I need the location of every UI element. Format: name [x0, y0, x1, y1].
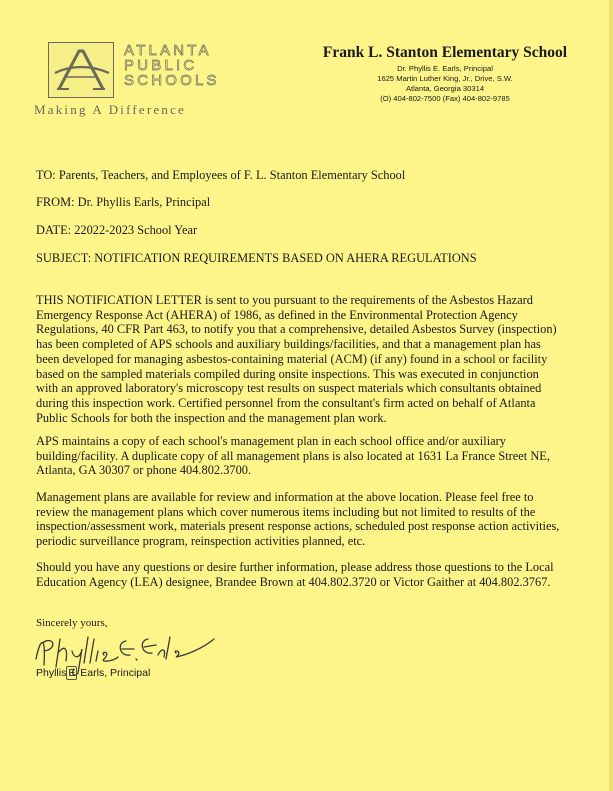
paragraph-line: has been completed of APS schools and auxiliary buildings/facilities, and that a management plan has [36, 337, 541, 352]
principal-line: Dr. Phyllis E. Earls, Principal [397, 64, 493, 73]
paragraph-line: during this inspection work. Certified personnel from the consultant's firm acted on behalf of Atlanta [36, 395, 536, 410]
signer-first-name: Phyllis [36, 667, 67, 679]
aps-logo-mark-icon [48, 42, 114, 98]
logo-word-public: PUBLIC [124, 57, 198, 74]
paragraph-line: periodic surveillance program, reinspection activities planned, etc. [36, 534, 366, 549]
body-paragraph-4 [36, 560, 576, 589]
memo-subject: SUBJECT: NOTIFICATION REQUIREMENTS BASED ON AHERA REGULATIONS [36, 251, 477, 265]
paragraph-line: review the management plans which cover numerous items including but not limited to results of the [36, 504, 536, 519]
body-paragraph-1 [36, 293, 576, 425]
address-line-1: 1625 Martin Luther King, Jr., Drive, S.W. [377, 74, 513, 83]
paragraph-line: Atlanta, GA 30307 or phone 404.802.3700. [36, 463, 252, 478]
signer-initial: E [68, 667, 76, 679]
paragraph-line: APS maintains a copy of each school's management plan in each school office and/or auxiliary [36, 434, 506, 448]
letterhead [300, 44, 590, 104]
memo-to: TO: Parents, Teachers, and Employees of F. L. Stanton Elementary School [36, 168, 406, 182]
page-edge-shadow [609, 0, 613, 791]
closing-sincerely: Sincerely yours, [36, 617, 108, 629]
school-name: Frank L. Stanton Elementary School [322, 44, 568, 61]
signer-line [36, 667, 150, 679]
paragraph-line: Education Agency (LEA) designee, Brandee Brown at 404.802.3720 or Victor Gaither at 404.802.3767. [36, 574, 551, 589]
signer-title: Earls, Principal [80, 667, 151, 679]
paragraph-line: based on the sampled materials compiled during onsite inspections. This was executed in conjunction [36, 366, 539, 381]
body-paragraph-3 [36, 490, 576, 549]
logo-tagline: Making A Difference [34, 102, 187, 117]
memo-from: FROM: Dr. Phyllis Earls, Principal [36, 195, 211, 209]
paragraph-line: building/facility. A duplicate copy of all management plans is also located at 1631 La France Street NE, [36, 448, 550, 463]
paragraph-line: with an approved laboratory's microscopy test results on suspect materials which consultants obtained [36, 381, 542, 396]
logo-word-atlanta: ATLANTA [124, 42, 212, 59]
paragraph-line: inspection/assessment work, materials present response actions, scheduled post response action activities, [36, 519, 560, 534]
body-paragraph-2 [36, 434, 576, 478]
memo-date: DATE: 22022-2023 School Year [36, 223, 198, 237]
logo-word-schools: SCHOOLS [124, 72, 220, 89]
paragraph-line: THIS NOTIFICATION LETTER is sent to you pursuant to the requirements of the Asbestos Hazard [36, 293, 533, 307]
paragraph-line: Regulations, 40 CFR Part 463, to notify you that a comprehensive, detailed Asbestos Survey (inspection) [36, 322, 557, 337]
paragraph-line: Public Schools for both the inspection and the management plan work. [36, 410, 387, 425]
aps-logo [34, 42, 220, 122]
paragraph-line: Should you have any questions or desire further information, please address those questions to the Local [36, 560, 554, 574]
paragraph-line: been developed for managing asbestos-containing material (ACM) (if any) found in a school or facility [36, 351, 548, 366]
paragraph-line: Management plans are available for review and information at the above location. Please feel free to [36, 490, 534, 504]
phone-line: (O) 404-802-7500 (Fax) 404-802-9785 [380, 94, 510, 103]
address-line-2: Atlanta, Georgia 30314 [405, 84, 485, 93]
aps-logo-words [124, 43, 220, 88]
paragraph-line: Emergency Response Act (AHERA) of 1986, as defined in the Environmental Protection Agency [36, 307, 518, 322]
